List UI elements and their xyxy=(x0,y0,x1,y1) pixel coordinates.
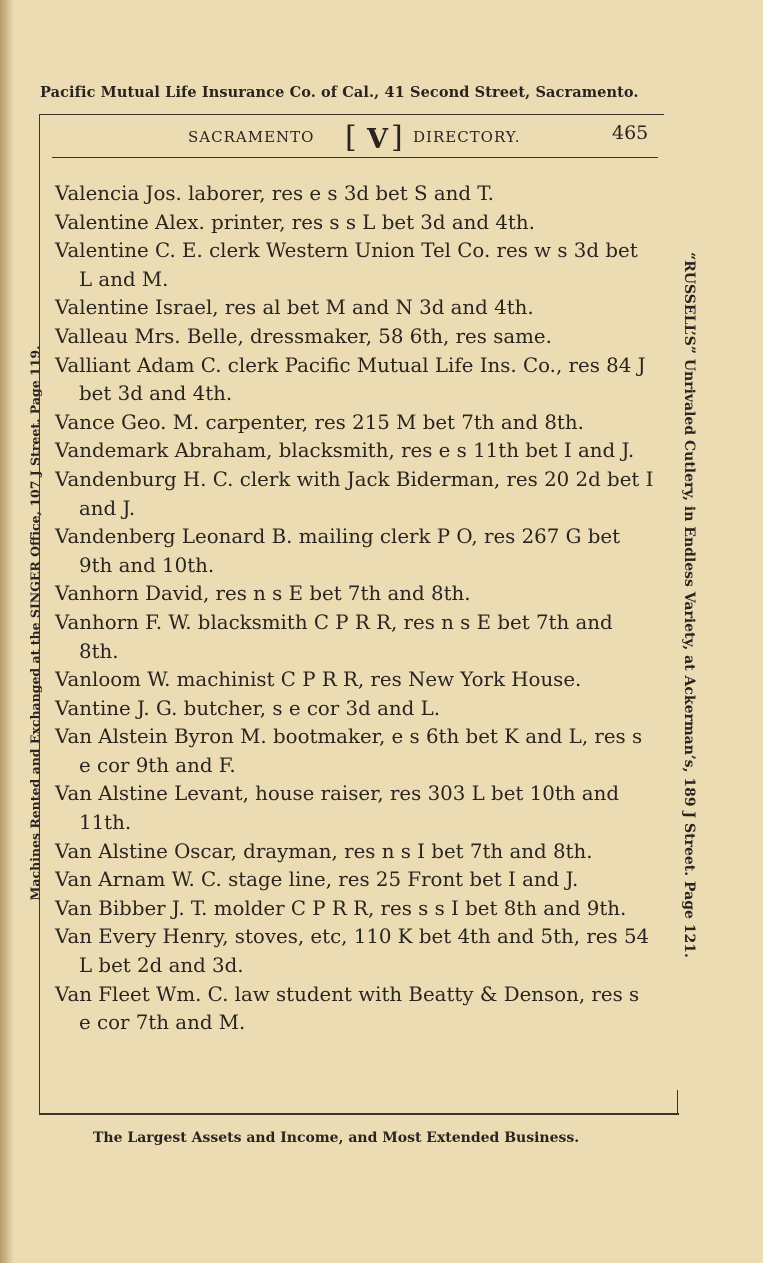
directory-entry: Vance Geo. M. carpenter, res 215 M bet 7th and 8th. xyxy=(55,410,584,434)
header-rule xyxy=(52,157,658,158)
directory-entry: Vandenberg Leonard B. mailing clerk P O, res 267 G bet 9th and 10th. xyxy=(55,525,621,577)
directory-entry: Van Arnam W. C. stage line, res 25 Front bet I and J. xyxy=(55,868,579,892)
directory-entry: Van Every Henry, stoves, etc, 110 K bet 4th and 5th, res 54 L bet 2d and 3d. xyxy=(55,925,650,978)
directory-entry: Valentine Alex. printer, res s s L bet 3d and 4th. xyxy=(55,210,535,234)
bottom-advertisement-banner: The Largest Assets and Income, and Most Extended Business. xyxy=(93,1130,580,1146)
left-margin-text: Machines Rented and Exchanged at the SINGER Office, 107 J Street. Page 119. xyxy=(27,345,43,900)
directory-entry: Vandenburg H. C. clerk with Jack Biderman, res 20 2d bet I and J. xyxy=(55,467,654,520)
directory-entries xyxy=(55,180,655,1038)
directory-entry: Vandemark Abraham, blacksmith, res e s 11th bet I and J. xyxy=(55,439,635,463)
directory-entry: Vanhorn F. W. blacksmith C P R R, res n s E bet 7th and 8th. xyxy=(55,610,613,663)
right-margin-advertisement xyxy=(676,190,702,1020)
header-bracket-open: [ xyxy=(345,120,357,155)
directory-entry: Van Alstine Levant, house raiser, res 303 L bet 10th and 11th. xyxy=(55,782,619,835)
page-number: 465 xyxy=(612,122,649,144)
directory-entry: Vantine J. G. butcher, s e cor 3d and L. xyxy=(55,696,440,720)
directory-entry: Valliant Adam C. clerk Pacific Mutual Life Ins. Co., res 84 J bet 3d and 4th. xyxy=(55,353,646,406)
directory-entry: Van Alstine Oscar, drayman, res n s I bet 7th and 8th. xyxy=(55,839,593,863)
header-city: SACRAMENTO xyxy=(188,128,315,146)
page-binding-edge xyxy=(0,0,14,1263)
frame-right-rule xyxy=(677,1090,678,1113)
directory-entry: Vanhorn David, res n s E bet 7th and 8th. xyxy=(55,582,471,606)
header-bracket-close: ] xyxy=(391,120,403,155)
top-advertisement-banner: Pacific Mutual Life Insurance Co. of Cal., 41 Second Street, Sacramento. xyxy=(40,84,639,101)
header-section-letter: V xyxy=(367,124,388,155)
directory-entry: Vanloom W. machinist C P R R, res New York House. xyxy=(55,668,582,692)
directory-entry: Valentine C. E. clerk Western Union Tel Co. res w s 3d bet L and M. xyxy=(55,239,638,291)
right-margin-text: “RUSSELL’S” Unrivaled Cutlery, in Endless Variety, at Ackerman’s, 189 J Street. Page 121. xyxy=(681,252,697,958)
directory-entry: Van Bibber J. T. molder C P R R, res s s I bet 8th and 9th. xyxy=(55,896,627,920)
running-header xyxy=(40,118,660,156)
header-directory-label: DIRECTORY. xyxy=(413,128,521,146)
directory-entry: Valencia Jos. laborer, res e s 3d bet S and T. xyxy=(55,182,494,205)
directory-entry: Valentine Israel, res al bet M and N 3d and 4th. xyxy=(55,296,534,320)
directory-entry: Van Fleet Wm. C. law student with Beatty & Denson, res s e cor 7th and M. xyxy=(55,982,640,1035)
directory-entry: Van Alstein Byron M. bootmaker, e s 6th bet K and L, res s e cor 9th and F. xyxy=(55,725,643,777)
directory-entry: Valleau Mrs. Belle, dressmaker, 58 6th, res same. xyxy=(55,324,552,348)
frame-bottom-rule xyxy=(39,1113,679,1115)
